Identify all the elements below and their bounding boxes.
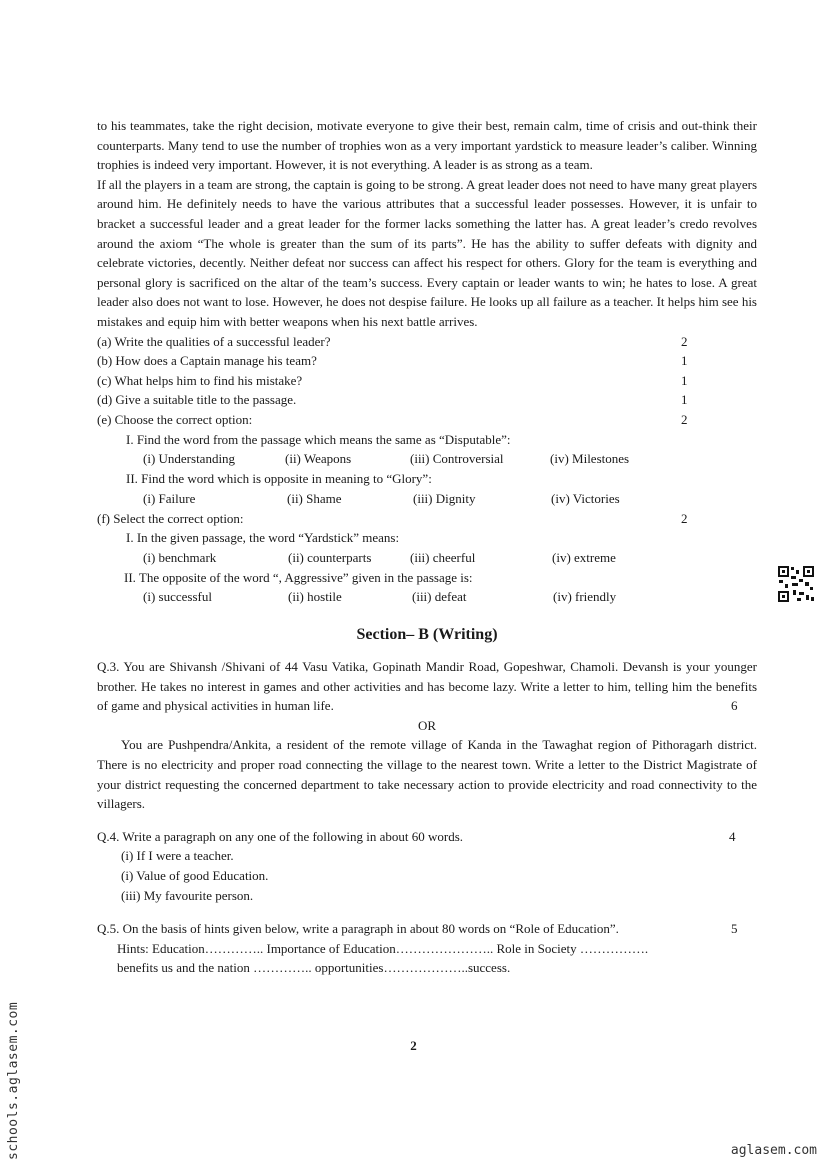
question-text: Q.4. Write a paragraph on any one of the following in about 60 words. [97,828,464,844]
question-4-item: (i) If I were a teacher. [121,848,234,864]
question-text: (e) Choose the correct option: [97,411,253,427]
question-text: Q.5. On the basis of hints given below, write a paragraph in about 80 words on “Role of Education”. [97,921,619,937]
qr-code-icon [777,565,815,603]
question-e [97,410,757,430]
question-f [97,509,757,529]
option: (iv) extreme [552,549,616,565]
question-d [97,390,757,410]
option: (iv) friendly [553,589,617,605]
option: (ii) hostile [288,589,342,605]
question-e-part-1-options [97,449,757,469]
question-4-item: (iii) My favourite person. [121,887,254,903]
marks: 6 [731,698,738,714]
side-watermark: schools.aglasem.com [6,1001,21,1160]
marks: 1 [681,372,688,388]
question-e-part-2: II. Find the word which is opposite in meaning to “Glory”: [126,471,432,487]
option: (iv) Milestones [550,451,630,467]
question-text: (a) Write the qualities of a successful leader? [97,333,331,349]
marks: 5 [731,921,738,937]
question-3-text: Q.3. You are Shivansh /Shivani of 44 Vasu Vatika, Gopinath Mandir Road, Gopeshwar, Chamoli. Devansh is your younger brother. He takes no interest in games and other activities and has become lazy. Write a letter to him, telling him the benefits of game and physical activities in human life. [97,659,757,714]
marks: 2 [681,333,688,349]
page-number: 2 [410,1038,417,1053]
question-5-hints-line-2: benefits us and the nation ………….. opportunities………………..success. [117,960,511,976]
option: (iii) Dignity [413,490,476,506]
marks: 1 [681,392,688,408]
question-c [97,371,757,391]
question-b [97,351,757,371]
option: (i) Failure [143,490,196,506]
question-5-hints-line-1: Hints: Education………….. Importance of Education………………….. Role in Society ……………. [117,940,649,956]
passage-paragraph-1: to his teammates, take the right decision, motivate everyone to give their best, remain calm, time of crisis and out-think their counterparts. Many tend to use the number of trophies won as a very important yardstick to measure leader’s caliber. Winning trophies is indeed very important. However, it is not everything. A leader is as strong as a team. [97,118,757,173]
question-4 [97,827,757,847]
marks: 2 [681,510,688,526]
option: (ii) Weapons [285,451,352,467]
question-f-part-1: I. In the given passage, the word “Yardstick” means: [126,530,400,546]
question-e-part-2-options [97,489,757,509]
option: (ii) counterparts [288,549,372,565]
question-text: (d) Give a suitable title to the passage. [97,392,297,408]
option: (iii) defeat [412,589,467,605]
question-a [97,332,757,352]
option: (ii) Shame [287,490,342,506]
question-4-item: (i) Value of good Education. [121,868,269,883]
question-5 [97,919,757,939]
option: (i) benchmark [143,549,217,565]
exam-page [97,116,757,978]
question-3-alternative: You are Pushpendra/Ankita, a resident of the remote village of Kanda in the Tawaghat region of Pithoragarh district. There is no electricity and proper road connecting the village to the nearest town. Write a letter to the District Magistrate of your district requesting the concerned department to take necessary action to provide electricity and road connectivity to the villagers. [97,737,757,812]
question-e-part-1: I. Find the word from the passage which means the same as “Disputable”: [126,431,511,447]
marks: 1 [681,353,688,369]
question-3 [97,657,757,716]
question-text: (b) How does a Captain manage his team? [97,353,317,369]
question-text: (f) Select the correct option: [97,510,244,526]
option: (i) Understanding [143,451,236,467]
passage-paragraph-2: If all the players in a team are strong, the captain is going to be strong. A great leader does not need to have many great players around him. He definitely needs to have the various attributes that a successful leader possesses. However, it is unfair to bracket a successful leader and a great leader for the former lacks something the latter has. A great leader’s credo revolves around the axiom “The whole is greater than the sum of its parts”. He has the ability to suffer defeats with dignity and celebrate victories, decently. Neither defeat nor success can affect his respect for others. Glory for the team is everything and personal glory is sacrificed on the altar of the team’s success. Every captain or leader wants to win; he hates to lose. A great leader also does not want to lose. However, he does not despise failure. He looks up all failure as a teacher. It helps him see his mistakes and equip him with better weapons when his next battle arrives. [97,176,757,329]
or-divider: OR [417,717,437,733]
question-f-part-1-options [97,548,757,568]
section-b-title: Section– B (Writing) [356,626,498,644]
option: (iii) cheerful [410,549,476,565]
question-text: (c) What helps him to find his mistake? [97,372,303,388]
option: (iv) Victories [551,490,620,506]
option: (iii) Controversial [410,451,504,467]
question-f-part-2-options [97,587,757,607]
marks: 4 [729,828,736,844]
footer-watermark: aglasem.com [730,1143,817,1158]
option: (i) successful [143,589,212,605]
question-f-part-2: II. The opposite of the word “, Aggressive” given in the passage is: [124,569,473,585]
marks: 2 [681,411,688,427]
